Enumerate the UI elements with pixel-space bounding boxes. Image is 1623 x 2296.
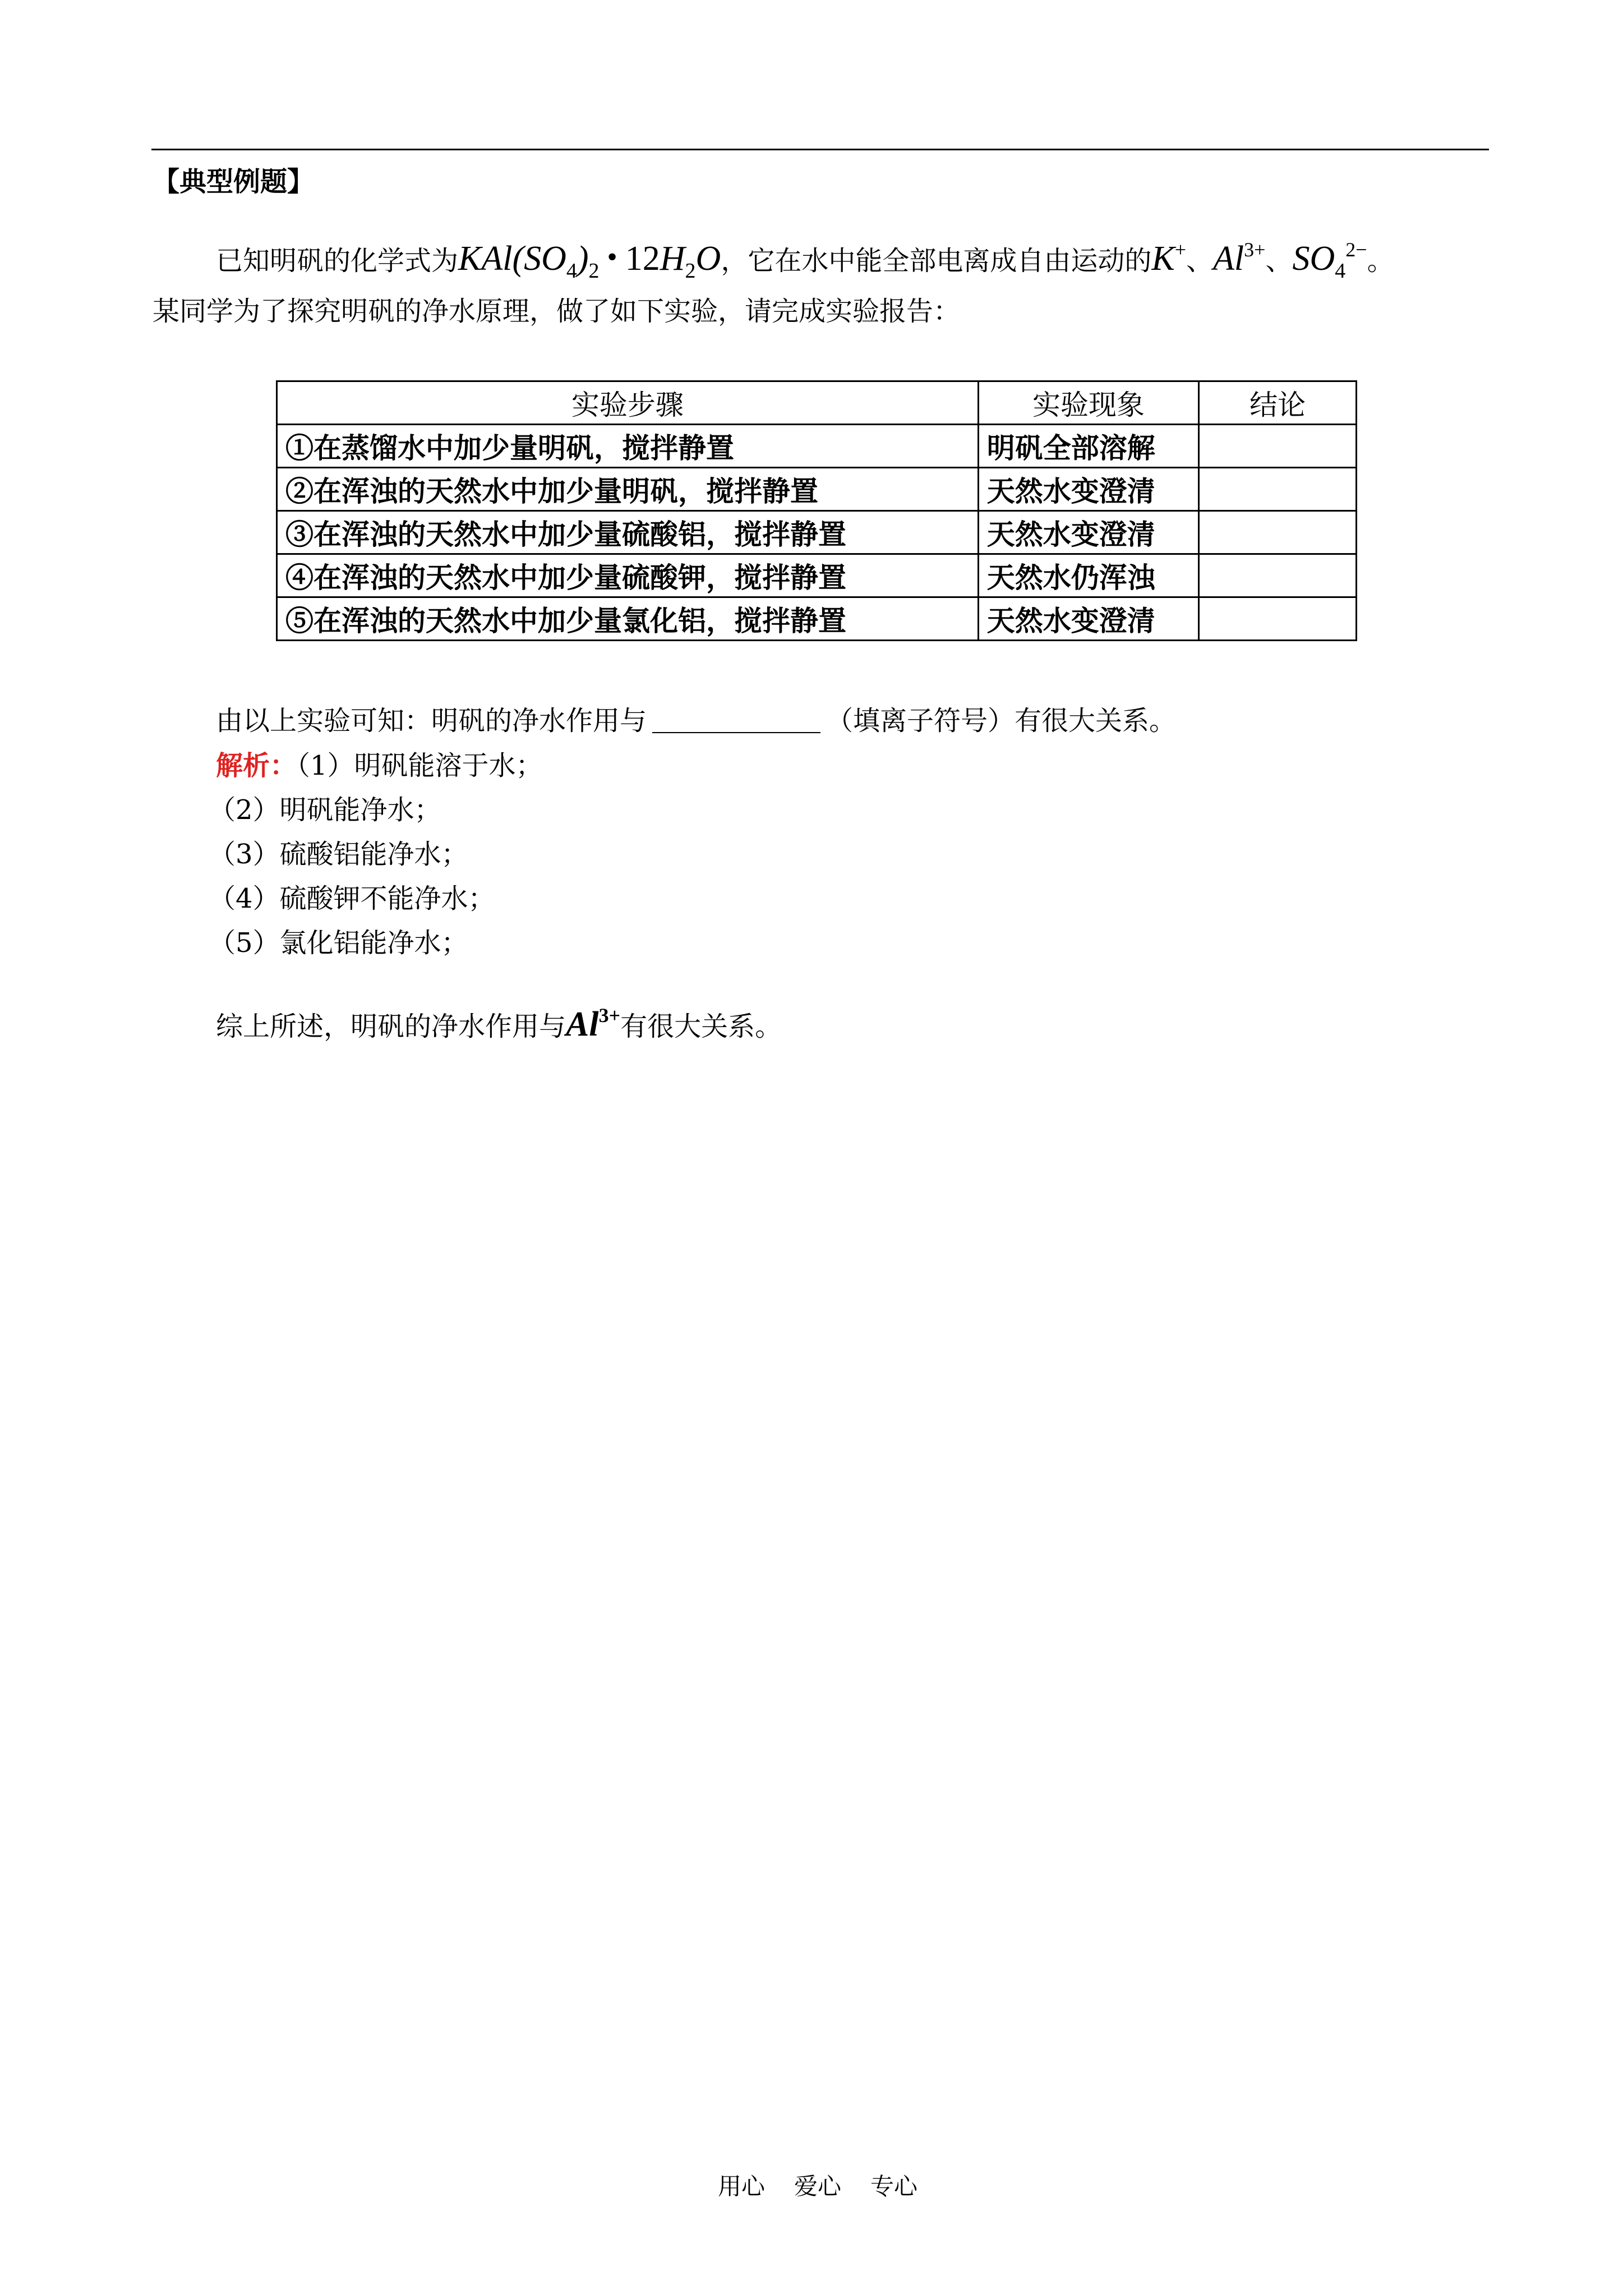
analysis-item: （3）硫酸铝能净水； <box>209 839 468 870</box>
header-steps: 实验步骤 <box>277 381 979 425</box>
ion-so4: $SO_4^{2-}$ <box>1292 238 1367 283</box>
page-footer <box>718 2168 947 2202</box>
analysis-item: （2）明矾能净水； <box>209 794 441 826</box>
step-cell: ②在浑浊的天然水中加少量明矾，搅拌静置 <box>277 468 979 511</box>
intro-prefix: 已知明矾的化学式为 <box>216 245 459 277</box>
observation-cell: 天然水变澄清 <box>978 468 1199 511</box>
analysis-item: （1）明矾能溶于水； <box>297 750 543 781</box>
summary-line <box>216 999 782 1043</box>
footer-text: 爱心 <box>794 2173 842 2200</box>
observation-cell: 天然水变澄清 <box>978 597 1199 641</box>
conclusion-cell[interactable] <box>1199 425 1357 468</box>
intro-mid: ，它在水中能全部电离成自由运动的 <box>721 245 1152 277</box>
intro-line-2: 某同学为了探究明矾的净水原理，做了如下实验，请完成实验报告： <box>153 296 961 327</box>
question-prefix: 由以上实验可知：明矾的净水作用与 <box>216 705 647 737</box>
observation-cell: 天然水变澄清 <box>978 511 1199 554</box>
experiment-report-table <box>276 380 1357 641</box>
footer-text: 用心 <box>718 2173 766 2200</box>
step-cell: ①在蒸馏水中加少量明矾，搅拌静置 <box>277 425 979 468</box>
analysis-line-1 <box>216 749 543 783</box>
observation-cell: 天然水仍浑浊 <box>978 554 1199 597</box>
table-row <box>277 425 1357 468</box>
table-row <box>277 468 1357 511</box>
conclusion-cell[interactable] <box>1199 511 1357 554</box>
section-title: 【典型例题】 <box>153 166 315 197</box>
analysis-item: （5）氯化铝能净水； <box>209 927 468 959</box>
step-cell: ③在浑浊的天然水中加少量硫酸铝，搅拌静置 <box>277 511 979 554</box>
conclusion-cell[interactable] <box>1199 597 1357 641</box>
conclusion-cell[interactable] <box>1199 468 1357 511</box>
conclusion-cell[interactable] <box>1199 554 1357 597</box>
analysis-item: （4）硫酸钾不能净水； <box>209 883 495 914</box>
question-suffix: （填离子符号）有很大关系。 <box>826 705 1177 737</box>
answer-blank[interactable] <box>652 710 820 733</box>
intro-line-1: 已知明矾的化学式为$KAl(SO_4)_2$ • $12H_2O$，它在水中能全部电离成自由运动的K+、$Al^{3+}$、$SO_4^{2-}$。 <box>216 238 1394 283</box>
footer-text: 专心 <box>870 2173 918 2200</box>
table-row <box>277 597 1357 641</box>
question-line <box>216 704 1176 738</box>
summary-suffix: 有很大关系。 <box>620 1011 782 1042</box>
table-row <box>277 554 1357 597</box>
summary-ion-al: $Al^{3+}$ <box>566 1004 621 1043</box>
analysis-label: 解析： <box>216 750 297 781</box>
observation-cell: 明矾全部溶解 <box>978 425 1199 468</box>
ion-al: $Al^{3+}$ <box>1213 238 1266 278</box>
summary-prefix: 综上所述，明矾的净水作用与 <box>216 1011 566 1042</box>
step-cell: ⑤在浑浊的天然水中加少量氯化铝，搅拌静置 <box>277 597 979 641</box>
table-row <box>277 511 1357 554</box>
alum-formula: $KAl(SO_4)_2$ • $12H_2O$ <box>458 240 721 283</box>
header-rule <box>151 149 1489 150</box>
header-observation: 实验现象 <box>978 381 1199 425</box>
step-cell: ④在浑浊的天然水中加少量硫酸钾，搅拌静置 <box>277 554 979 597</box>
header-conclusion: 结论 <box>1199 381 1357 425</box>
table-header-row <box>277 381 1357 425</box>
ion-k: K+ <box>1151 238 1187 278</box>
